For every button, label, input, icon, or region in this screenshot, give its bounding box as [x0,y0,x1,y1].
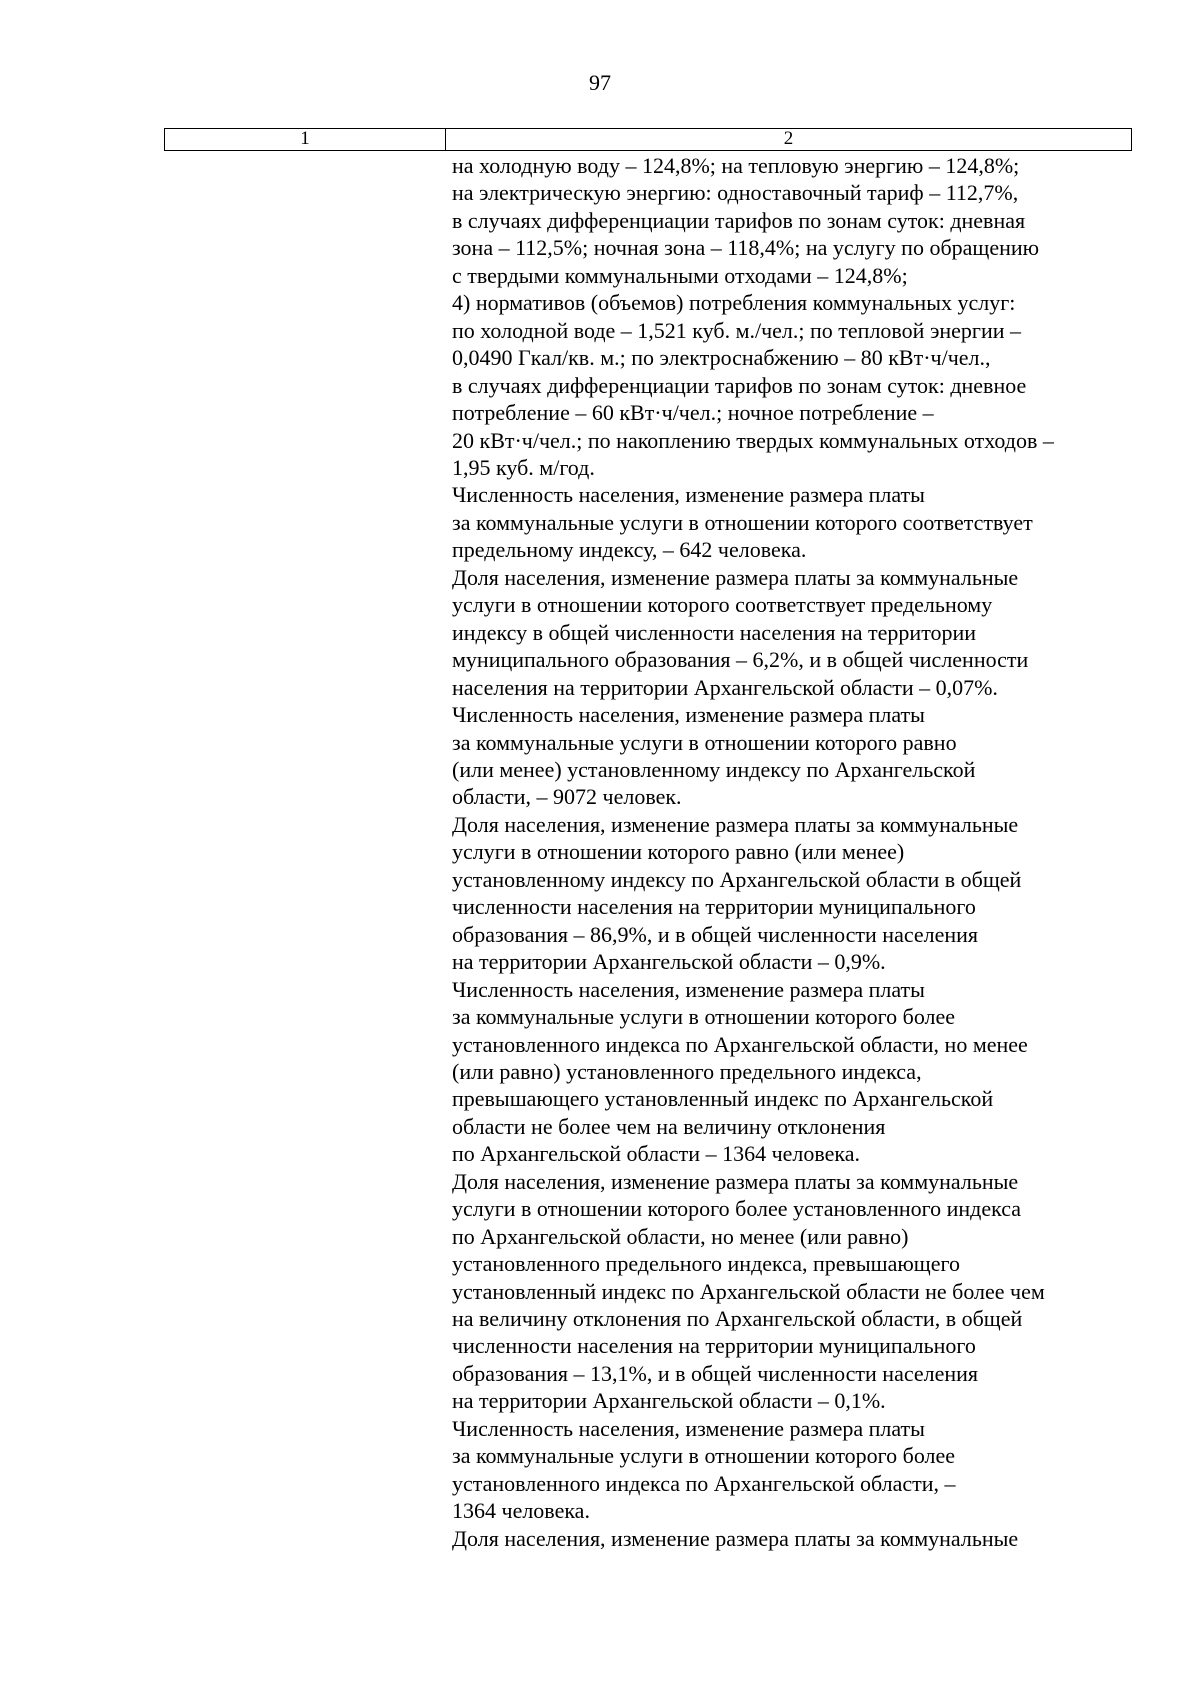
text-line: в случаях дифференциации тарифов по зонам суток: дневное [452,372,1027,398]
text-line: области, – 9072 человек. [452,784,682,810]
text-line: 4) нормативов (объемов) потребления коммунальных услуг: [452,290,1016,316]
text-line: (или равно) установленного предельного индекса, [452,1058,922,1084]
table-header-col-2: 2 [783,128,794,149]
text-line: за коммунальные услуги в отношении которого соответствует [452,509,1033,535]
text-line: услуги в отношении которого соответствует предельному [452,592,993,618]
text-line: на холодную воду – 124,8%; на тепловую энергию – 124,8%; [452,153,1020,178]
text-line: в случаях дифференциации тарифов по зонам суток: дневная [452,207,1026,233]
text-line: Доля населения, изменение размера платы за коммунальные [452,564,1019,590]
text-line: установленного индекса по Архангельской области, – [452,1470,956,1496]
text-line: 20 кВт·ч/чел.; по накоплению твердых коммунальных отходов – [452,427,1054,453]
text-line: по Архангельской области, но менее (или равно) [452,1223,909,1249]
text-line: услуги в отношении которого равно (или менее) [452,839,905,865]
table-header-row [164,128,1132,151]
text-line: предельному индексу, – 642 человека. [452,537,807,563]
text-line: образования – 86,9%, и в общей численности населения [452,921,979,947]
text-line: образования – 13,1%, и в общей численности населения [452,1360,979,1386]
text-line: на территории Архангельской области – 0,1%. [452,1388,886,1414]
text-line: численности населения на территории муниципального [452,894,976,920]
text-line: на электрическую энергию: одноставочный тариф – 112,7%, [452,180,1019,206]
text-line: населения на территории Архангельской области – 0,07%. [452,674,998,700]
text-line: потребление – 60 кВт·ч/чел.; ночное потребление – [452,400,934,426]
text-line: 0,0490 Гкал/кв. м.; по электроснабжению – 80 кВт·ч/чел., [452,345,991,371]
text-line: 1,95 куб. м/год. [452,454,595,480]
text-line: индексу в общей численности населения на территории [452,619,977,645]
text-line: за коммунальные услуги в отношении которого равно [452,729,957,755]
text-line: Доля населения, изменение размера платы за коммунальные [452,1168,1019,1194]
text-line: на территории Архангельской области – 0,9%. [452,949,886,975]
text-line: Доля населения, изменение размера платы за коммунальные [452,811,1019,837]
text-line: зона – 112,5%; ночная зона – 118,4%; на услугу по обращению [452,235,1040,261]
text-line: муниципального образования – 6,2%, и в общей численности [452,647,1029,673]
text-line: Численность населения, изменение размера платы [452,702,925,728]
text-line: численности населения на территории муниципального [452,1333,976,1359]
page-number: 97 [589,70,611,95]
text-line: области не более чем на величину отклонения [452,1113,886,1139]
text-line: превышающего установленный индекс по Архангельской [452,1086,994,1112]
text-line: установленному индексу по Архангельской области в общей [452,866,1022,892]
text-line: (или менее) установленному индексу по Архангельской [452,756,976,782]
text-line: 1364 человека. [452,1498,590,1524]
text-line: за коммунальные услуги в отношении которого более [452,1004,956,1030]
text-line: Численность населения, изменение размера платы [452,1415,925,1441]
text-line: на величину отклонения по Архангельской области, в общей [452,1306,1023,1332]
table-cell-text [452,152,1142,1552]
text-line: с твердыми коммунальными отходами – 124,8%; [452,262,908,288]
text-line: услуги в отношении которого более установленного индекса [452,1196,1022,1222]
text-line: Численность населения, изменение размера платы [452,482,925,508]
text-line: за коммунальные услуги в отношении которого более [452,1443,956,1469]
text-line: по Архангельской области – 1364 человека. [452,1141,861,1167]
text-line: по холодной воде – 1,521 куб. м./чел.; по тепловой энергии – [452,317,1021,343]
text-line: установленного предельного индекса, превышающего [452,1251,960,1277]
text-line: Численность населения, изменение размера платы [452,976,925,1002]
text-line: установленный индекс по Архангельской области не более чем [452,1278,1045,1304]
text-line: Доля населения, изменение размера платы за коммунальные [452,1525,1019,1551]
table-header-col-1: 1 [165,129,446,150]
text-line: установленного индекса по Архангельской области, но менее [452,1031,1028,1057]
